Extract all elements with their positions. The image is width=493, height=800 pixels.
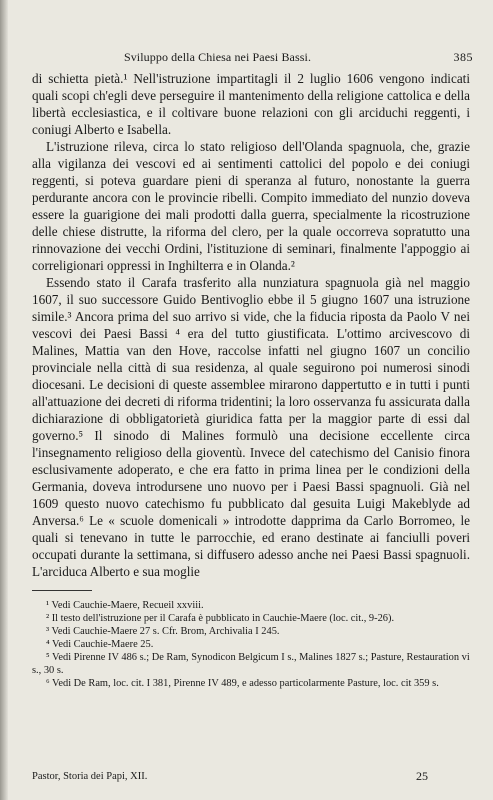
footnote-2: ² Il testo dell'istruzione per il Carafa è pubblicato in Cauchie-Maere (loc. cit., 9-26). (46, 613, 395, 624)
running-title: Sviluppo della Chiesa nei Paesi Bassi. (123, 50, 312, 64)
page-number: 385 (453, 50, 473, 64)
footnote-6: ⁶ Vedi De Ram, loc. cit. I 381, Pirenne IV 489, e adesso particolarmente Pasture, loc. cit 359 s. (46, 678, 439, 689)
scan-edge (0, 0, 8, 800)
signature-number: 25 (416, 769, 428, 783)
footnote-4: ⁴ Vedi Cauchie-Maere 25. (46, 639, 154, 650)
paragraph-2: L'istruzione rileva, circa lo stato religioso dell'Olanda spagnuola, che, grazie alla vigilanza dei vescovi ed ai sentimenti cattolici del popolo e dei coniugi reggenti, si poteva guardare pieni di speranza al futuro, nonostante la guerra perdurante ancora con le provincie ribelli. Compito immediato del nunzio doveva essere la guarigione dei mali prodotti dalla guerra, specialmente la ricostruzione delle chiese distrutte, la riforma del clero, per la quale occorreva sopratutto una rinnovazione dei vecchi Ordini, l'istituzione di seminari, finalmente l'appoggio ai correligionari oppressi in Inghilterra e in Olanda.² (32, 139, 470, 273)
footnote-5: ⁵ Vedi Pirenne IV 486 s.; De Ram, Synodicon Belgicum I s., Malines 1827 s.; Pasture, Restauration vi s., 30 s. (32, 652, 470, 676)
footnotes (32, 599, 470, 690)
paragraph-3: Essendo stato il Carafa trasferito alla nunziatura spagnuola già nel maggio 1607, il suo successore Guido Bentivoglio ebbe il 5 giugno 1607 una istruzione simile.³ Ancora prima del suo arrivo si vide, che la fiducia riposta da Paolo V nei vescovi dei Paesi Bassi ⁴ era del tutto giustificata. L'ottimo arcivescovo di Malines, Mattia van den Hove, raccolse infatti nel giugno 1607 un concilio provinciale nella città di sua residenza, al quale seguirono poi numerosi sinodi diocesani. Le decisioni di queste assemblee mirarono dappertutto e in tutti i punti all'attuazione dei decreti di riforma tridentini; la loro osservanza fu assicurata dalla dichiarazione di obbligatorietà giuridica fatta per la maggior parte di essi dal governo.⁵ Il sinodo di Malines formulò una decisione eccellente circa l'insegnamento religioso della gioventù. Invece del catechismo del Canisio finora esclusivamente adoperato, e che era fatto in prima linea per le condizioni della Germania, doveva introdursene uno nuovo per i Paesi Bassi spagnuoli. Già nel 1609 questo nuovo catechismo fu pubblicato dal gesuita Luigi Makeblyde ad Anversa.⁶ Le « scuole domenicali » introdotte dapprima da Carlo Borromeo, le quali si tenevano in tutte le parrocchie, ed erano destinate ai fanciulli poveri occupati durante la settimana, si diffusero adesso anche nei Paesi Bassi spagnuoli. L'arciduca Alberto e sua moglie (32, 275, 470, 579)
paragraph-1: di schietta pietà.¹ Nell'istruzione impartitagli il 2 luglio 1606 vengono indicati quali scopi ch'egli deve perseguire il mantenimento della religione cattolica e della libertà ecclesiastica, e il coltivare buone relazioni con gli arciduchi reggenti, i coniugi Alberto e Isabella. (32, 71, 470, 137)
footnote-rule (32, 590, 92, 591)
footnote-1: ¹ Vedi Cauchie-Maere, Recueil xxviii. (46, 600, 204, 611)
footnote-3: ³ Vedi Cauchie-Maere 27 s. Cfr. Brom, Archivalia I 245. (46, 626, 280, 637)
signature-line: Pastor, Storia dei Papi, XII. (32, 771, 148, 782)
body-text (32, 70, 470, 580)
